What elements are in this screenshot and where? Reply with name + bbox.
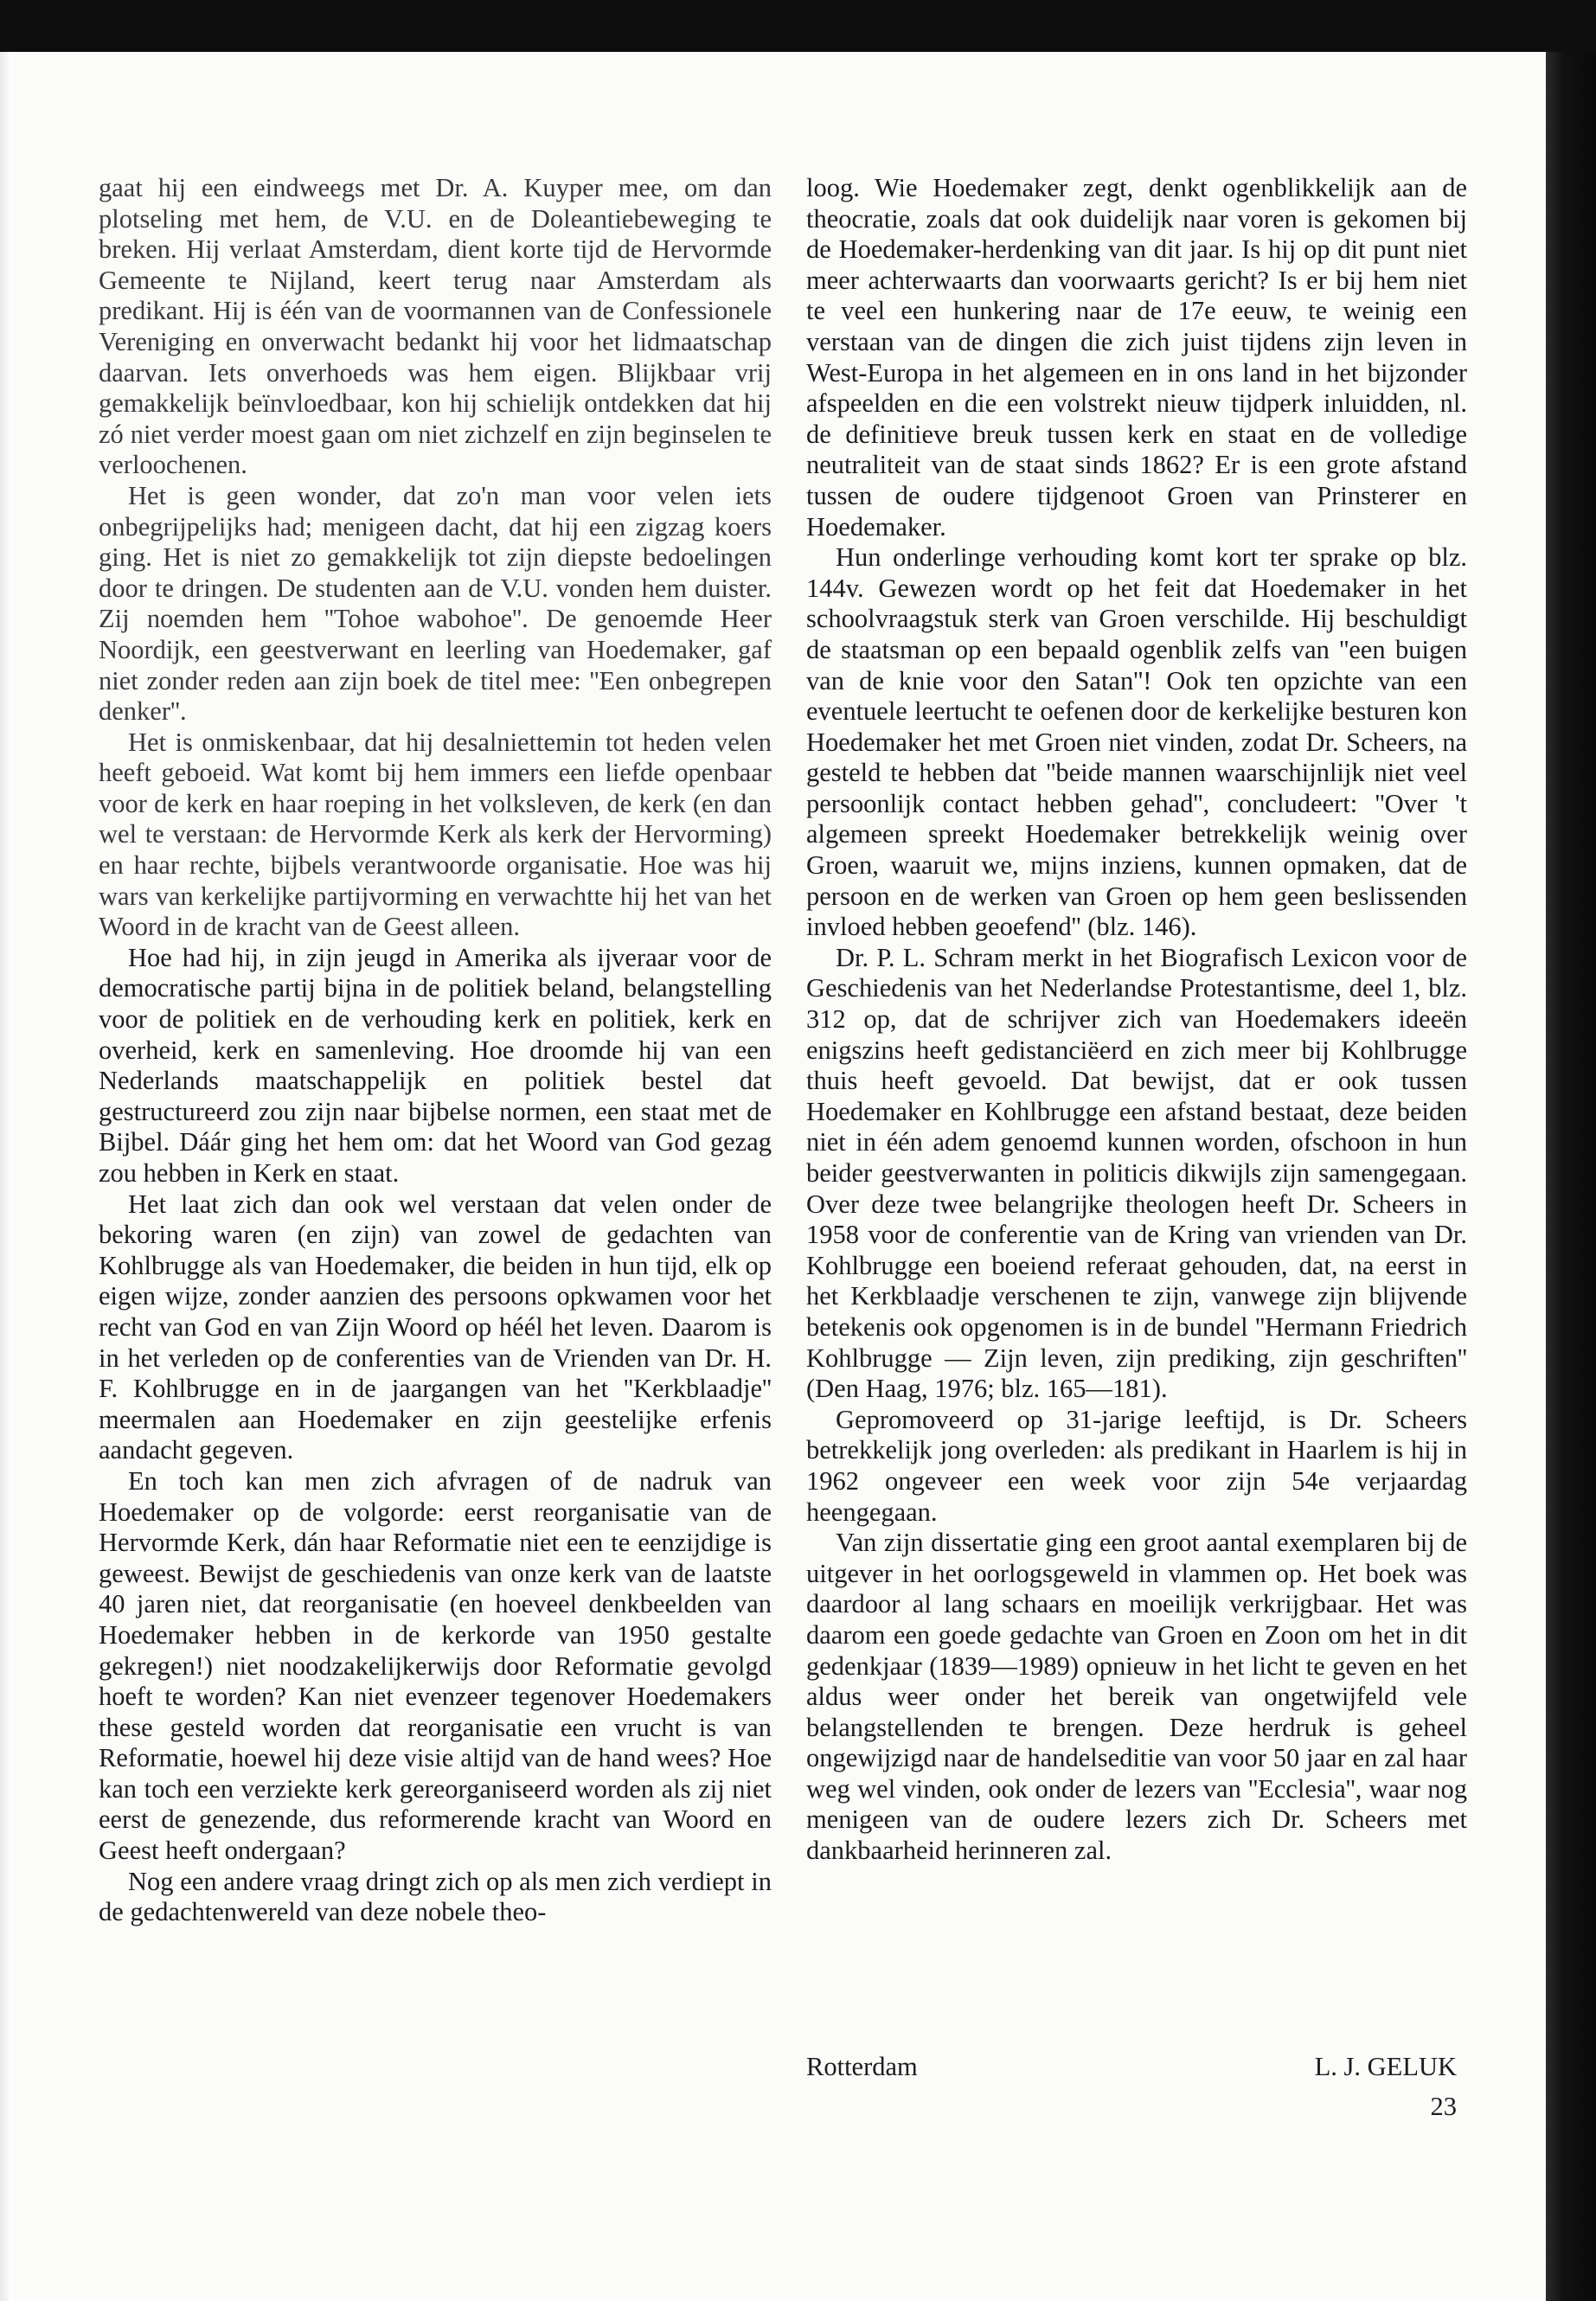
paragraph: Van zijn dissertatie ging een groot aantal exemplaren bij de uitgever in het oorlogsgeweld in vlammen op. Het boek was daardoor al lang schaars en moeilijk verkrijgbaar. Het was daarom een goede gedachte van Groen en Zoon om het in dit gedenkjaar (1839—1989) opnieuw in het licht te geven en het aldus weer onder het bereik van ongetwijfeld vele belangstellenden te brengen. Deze herdruk is geheel ongewijzigd naar de handelseditie van voor 50 jaar en zal haar weg wel vinden, ook onder de lezers van ''Ecclesia'', waar nog menigeen van de oudere lezers zich Dr. Scheers met dankbaarheid herinneren zal. <box>806 1528 1467 1866</box>
page-number: 23 <box>1430 2092 1457 2121</box>
paragraph: Het laat zich dan ook wel verstaan dat velen onder de bekoring waren (en zijn) van zowel de gedachten van Kohlbrugge als van Hoedemaker, die beiden in hun tijd, elk op eigen wijze, zonder aanzien des persoons opkwamen voor het recht van God en van Zijn Woord op héél het leven. Daarom is in het verleden op de conferenties van de Vrienden van Dr. H. F. Kohlbrugge en in de jaargangen van het ''Kerkblaadje'' meermalen aan Hoedemaker en zijn geestelijke erfenis aandacht gegeven. <box>99 1189 772 1465</box>
paragraph: Hun onderlinge verhouding komt kort ter sprake op blz. 144v. Gewezen wordt op het feit dat Hoedemaker in het schoolvraagstuk sterk van Groen verschilde. Hij beschuldigt de staatsman op een bepaald ogenblik zelfs van ''een buigen van de knie voor den Satan''! Ook ten opzichte van een eventuele leertucht te oefenen door de kerkelijke besturen kon Hoedemaker het met Groen niet vinden, zodat Dr. Scheers, na gesteld te hebben dat ''beide mannen waarschijnlijk niet veel persoonlijk contact hebben gehad'', concludeert: ''Over 't algemeen spreekt Hoedemaker betrekkelijk weinig over Groen, waaruit we, mijns inziens, kunnen opmaken, dat de persoon en de werken van Groen op hem geen beslissenden invloed hebben geoefend'' (blz. 146). <box>806 542 1467 942</box>
paragraph: gaat hij een eindweegs met Dr. A. Kuyper mee, om dan plotseling met hem, de V.U. en de Doleantiebeweging te breken. Hij verlaat Amsterdam, dient korte tijd de Hervormde Gemeente te Nijland, keert terug naar Amsterdam als predikant. Hij is één van de voormannen van de Confessionele Vereniging en onverwacht bedankt hij voor het lidmaatschap daarvan. Iets onverhoeds was hem eigen. Blijkbaar vrij gemakkelijk beïnvloedbaar, kon hij schielijk ontdekken dat hij zó niet verder moest gaan om niet zichzelf en zijn beginselen te verloochenen. <box>99 173 772 480</box>
scan-border-left <box>0 52 12 2301</box>
paragraph: Het is onmiskenbaar, dat hij desalniettemin tot heden velen heeft geboeid. Wat komt bij hem immers een liefde openbaar voor de kerk en haar roeping in het volksleven, de kerk (en dan wel te verstaan: de Hervormde Kerk als kerk der Hervorming) en haar rechte, bijbels verantwoorde organisatie. Hoe was hij wars van kerkelijke partijvorming en verwachtte hij het van het Woord in de kracht van de Geest alleen. <box>99 727 772 942</box>
left-text-column <box>99 173 772 1928</box>
paragraph: loog. Wie Hoedemaker zegt, denkt ogenblikkelijk aan de theocratie, zoals dat ook duidelijk naar voren is gekomen bij de Hoedemaker-herdenking van dit jaar. Is hij op dit punt niet meer achterwaarts dan voorwaarts gericht? Is er bij hem niet te veel een hunkering naar de 17e eeuw, te weinig een verstaan van de dingen die zich juist tijdens zijn leven in West-Europa in het algemeen en in ons land in het bijzonder afspeelden en die een volstrekt nieuw tijdperk inluidden, nl. de definitieve breuk tussen kerk en staat en de volledige neutraliteit van de staat sinds 1862? Er is een grote afstand tussen de oudere tijdgenoot Groen van Prinsterer en Hoedemaker. <box>806 173 1467 542</box>
right-text-column <box>806 173 1467 1867</box>
paragraph: Nog een andere vraag dringt zich op als men zich verdiept in de gedachtenwereld van deze nobele theo- <box>99 1866 772 1927</box>
paragraph: Dr. P. L. Schram merkt in het Biografisch Lexicon voor de Geschiedenis van het Nederlandse Protestantisme, deel 1, blz. 312 op, dat de schrijver zich van Hoedemakers ideeën enigszins heeft gedistanciëerd en zich meer bij Kohlbrugge thuis heeft gevoeld. Dat bewijst, dat er ook tussen Hoedemaker en Kohlbrugge een afstand bestaat, deze beiden niet in één adem genoemd kunnen worden, ofschoon in hun beider geestverwanten in politicis dikwijls zijn samengegaan. Over deze twee belangrijke theologen heeft Dr. Scheers in 1958 voor de conferentie van de Kring van vrienden van Dr. Kohlbrugge een boeiend referaat gehouden, dat, na eerst in het Kerkblaadje verschenen te zijn, vanwege zijn blijvende betekenis ook opgenomen is in de bundel ''Hermann Friedrich Kohlbrugge — Zijn leven, zijn prediking, zijn geschriften'' (Den Haag, 1976; blz. 165—181). <box>806 942 1467 1404</box>
book-page <box>12 52 1546 2301</box>
paragraph: Het is geen wonder, dat zo'n man voor velen iets onbegrijpelijks had; menigeen dacht, dat hij een zigzag koers ging. Het is niet zo gemakkelijk tot zijn diepste bedoelingen door te dringen. De studenten aan de V.U. vonden hem duister. Zij noemden hem ''Tohoe wabohoe''. De genoemde Heer Noordijk, een geestverwant en leerling van Hoedemaker, gaf niet zonder reden aan zijn boek de titel mee: ''Een onbegrepen denker''. <box>99 480 772 727</box>
scan-border-top <box>0 0 1596 52</box>
paragraph: Gepromoveerd op 31-jarige leeftijd, is Dr. Scheers betrekkelijk jong overleden: als predikant in Haarlem is hij in 1962 ongeveer een week voor zijn 54e verjaardag heengegaan. <box>806 1404 1467 1527</box>
paragraph: Hoe had hij, in zijn jeugd in Amerika als ijveraar voor de democratische partij bijna in de politiek beland, belangstelling voor de politiek en de verhouding kerk en politiek, kerk en overheid, kerk en samenleving. Hoe droomde hij van een Nederlands maatschappelijk en politiek bestel dat gestructureerd zou zijn naar bijbelse normen, een staat met de Bijbel. Dáár ging het hem om: dat het Woord van God gezag zou hebben in Kerk en staat. <box>99 942 772 1188</box>
paragraph: En toch kan men zich afvragen of de nadruk van Hoedemaker op de volgorde: eerst reorganisatie van de Hervormde Kerk, dán haar Reformatie niet een te eenzijdige is geweest. Bewijst de geschiedenis van onze kerk van de laatste 40 jaren niet, dat reorganisatie (en hoeveel denkbeelden van Hoedemaker hebben in de kerkorde van 1950 gestalte gekregen!) niet noodzakelijkerwijs door Reformatie gevolgd hoeft te worden? Kan niet evenzeer tegenover Hoedemakers these gesteld worden dat reorganisatie een vrucht is van Reformatie, hoewel hij deze visie altijd van de hand wees? Hoe kan toch een verziekte kerk gereorganiseerd worden als zij niet eerst de genezende, dus reformerende kracht van Woord en Geest heeft ondergaan? <box>99 1465 772 1866</box>
signature-author: L. J. GELUK <box>1314 2052 1457 2081</box>
scan-border-right <box>1546 52 1596 2301</box>
signature-place: Rotterdam <box>806 2052 918 2081</box>
